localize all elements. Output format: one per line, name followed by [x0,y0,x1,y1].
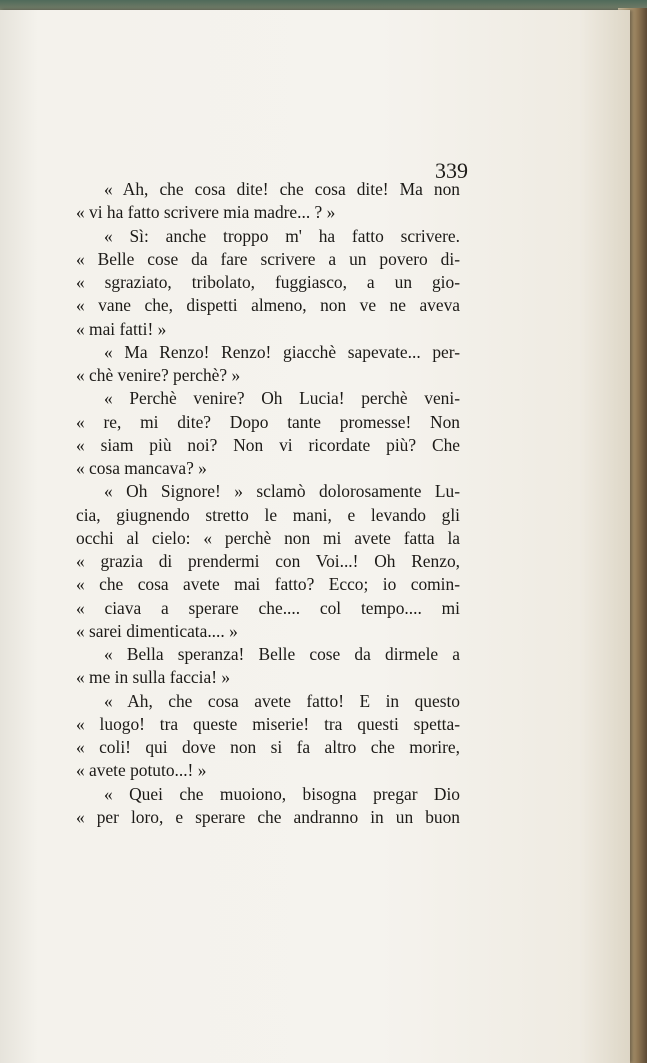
text-line: « Quei che muoiono, bisogna pregar Dio [104,783,460,804]
text-line: « per loro, e sperare che andranno in un buon [76,806,460,827]
text-line: « mai fatti! » [76,318,167,339]
text-line: « siam più noi? Non vi ricordate più? Che [76,434,460,455]
body-text [76,178,460,829]
text-line: « Belle cose da fare scrivere a un povero di- [76,248,460,269]
text-line: « cosa mancava? » [76,458,207,478]
text-line: cia, giugnendo stretto le mani, e levando gli [76,504,460,525]
text-line: « Sì: anche troppo m' ha fatto scrivere. [104,225,460,246]
text-line: « ciava a sperare che.... col tempo.... mi [76,597,460,618]
text-line: « avete potuto...! » [76,760,207,781]
book-page [0,10,630,1063]
text-line: « Ah, che cosa avete fatto! E in questo [104,690,460,711]
text-line: « sarei dimenticata.... » [76,620,238,641]
text-line: « sgraziato, tribolato, fuggiasco, a un gio- [76,272,460,292]
text-line: « re, mi dite? Dopo tante promesse! Non [76,411,460,432]
text-line: « coli! qui dove non si fa altro che morire, [76,737,460,757]
text-line: « chè venire? perchè? » [76,365,241,385]
text-line: « Perchè venire? Oh Lucia! perchè veni- [104,388,460,409]
text-line: « Bella speranza! Belle cose da dirmele a [104,644,460,664]
page-number: 339 [435,158,468,183]
text-line: « me in sulla faccia! » [76,667,231,688]
text-line: occhi al cielo: « perchè non mi avete fatta la [76,527,460,548]
text-line: « vi ha fatto scrivere mia madre... ? » [76,202,336,223]
text-line: « grazia di prendermi con Voi...! Oh Renzo, [76,551,460,571]
text-line: « che cosa avete mai fatto? Ecco; io comin- [76,574,460,595]
text-line: « Oh Signore! » sclamò dolorosamente Lu- [104,481,460,502]
text-line: « Ah, che cosa dite! che cosa dite! Ma non [104,179,460,199]
text-line: « vane che, dispetti almeno, non ve ne aveva [76,295,460,316]
text-line: « Ma Renzo! Renzo! giacchè sapevate... per- [104,341,460,362]
text-line: « luogo! tra queste miserie! tra questi spetta- [76,713,460,734]
